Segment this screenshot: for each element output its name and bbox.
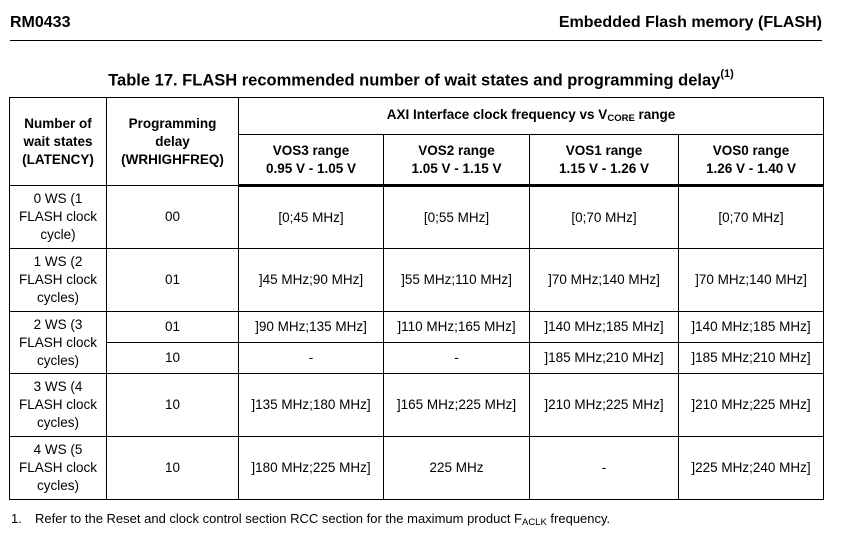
delay-cell: 10: [107, 374, 239, 437]
caption-footnote-ref: (1): [720, 68, 734, 80]
latency-cell: 1 WS (2 FLASH clock cycles): [10, 249, 107, 312]
document-id: RM0433: [10, 14, 71, 31]
freq-cell-vos3: ]45 MHz;90 MHz]: [239, 249, 384, 312]
table-row-1ws: [10, 249, 824, 312]
freq-cell-vos1: ]210 MHz;225 MHz]: [530, 374, 679, 437]
freq-cell-vos3: -: [239, 343, 384, 374]
latency-cell: 4 WS (5 FLASH clock cycles): [10, 437, 107, 500]
table-row-3ws: [10, 374, 824, 437]
latency-cell: 2 WS (3 FLASH clock cycles): [10, 312, 107, 374]
delay-cell: 10: [107, 343, 239, 374]
header-vos1: VOS1 range 1.15 V - 1.26 V: [530, 135, 679, 186]
freq-cell-vos0: ]210 MHz;225 MHz]: [679, 374, 824, 437]
freq-cell-vos1: [0;70 MHz]: [530, 186, 679, 249]
table-caption-text: Table 17. FLASH recommended number of wait states and programming delay: [108, 71, 721, 90]
delay-cell: 10: [107, 437, 239, 500]
page-header: [10, 14, 822, 41]
freq-cell-vos3: ]135 MHz;180 MHz]: [239, 374, 384, 437]
delay-cell: 01: [107, 249, 239, 312]
freq-cell-vos1: -: [530, 437, 679, 500]
header-axi-frequency-group: AXI Interface clock frequency vs $V_{CORE}$ range: [239, 98, 824, 135]
freq-cell-vos2: 225 MHz: [384, 437, 530, 500]
table-footnote: 1. Refer to the Reset and clock control section RCC section for the maximum product $F_{ACLK}$ frequency.: [11, 511, 611, 528]
freq-cell-vos1: ]70 MHz;140 MHz]: [530, 249, 679, 312]
latency-cell: 3 WS (4 FLASH clock cycles): [10, 374, 107, 437]
header-programming-delay: Programming delay (WRHIGHFREQ): [107, 98, 239, 186]
freq-cell-vos2: ]165 MHz;225 MHz]: [384, 374, 530, 437]
table-row-2ws-a: [10, 312, 824, 343]
freq-cell-vos2: [0;55 MHz]: [384, 186, 530, 249]
freq-cell-vos3: ]90 MHz;135 MHz]: [239, 312, 384, 343]
freq-cell-vos2: ]110 MHz;165 MHz]: [384, 312, 530, 343]
wait-states-table: [9, 97, 824, 500]
freq-cell-vos0: ]185 MHz;210 MHz]: [679, 343, 824, 374]
delay-cell: 01: [107, 312, 239, 343]
freq-cell-vos3: ]180 MHz;225 MHz]: [239, 437, 384, 500]
freq-cell-vos0: ]70 MHz;140 MHz]: [679, 249, 824, 312]
header-row-1: [10, 98, 824, 135]
latency-cell: 0 WS (1 FLASH clock cycle): [10, 186, 107, 249]
section-title: Embedded Flash memory (FLASH): [558, 14, 822, 31]
table-head: [10, 98, 824, 186]
header-latency: Number of wait states (LATENCY): [10, 98, 107, 186]
freq-cell-vos1: ]140 MHz;185 MHz]: [530, 312, 679, 343]
freq-cell-vos3: [0;45 MHz]: [239, 186, 384, 249]
table-row-0ws: [10, 186, 824, 249]
header-vos0: VOS0 range 1.26 V - 1.40 V: [679, 135, 824, 186]
header-vos3: VOS3 range 0.95 V - 1.05 V: [239, 135, 384, 186]
footnote-number: 1.: [11, 511, 22, 526]
table-row-4ws: [10, 437, 824, 500]
freq-cell-vos1: ]185 MHz;210 MHz]: [530, 343, 679, 374]
header-vos2: VOS2 range 1.05 V - 1.15 V: [384, 135, 530, 186]
freq-cell-vos2: -: [384, 343, 530, 374]
table-row-2ws-b: [10, 343, 824, 374]
freq-cell-vos0: ]225 MHz;240 MHz]: [679, 437, 824, 500]
delay-cell: 00: [107, 186, 239, 249]
freq-cell-vos0: ]140 MHz;185 MHz]: [679, 312, 824, 343]
freq-cell-vos0: [0;70 MHz]: [679, 186, 824, 249]
table-body: [10, 186, 824, 500]
table-caption: [0, 70, 842, 91]
freq-cell-vos2: ]55 MHz;110 MHz]: [384, 249, 530, 312]
